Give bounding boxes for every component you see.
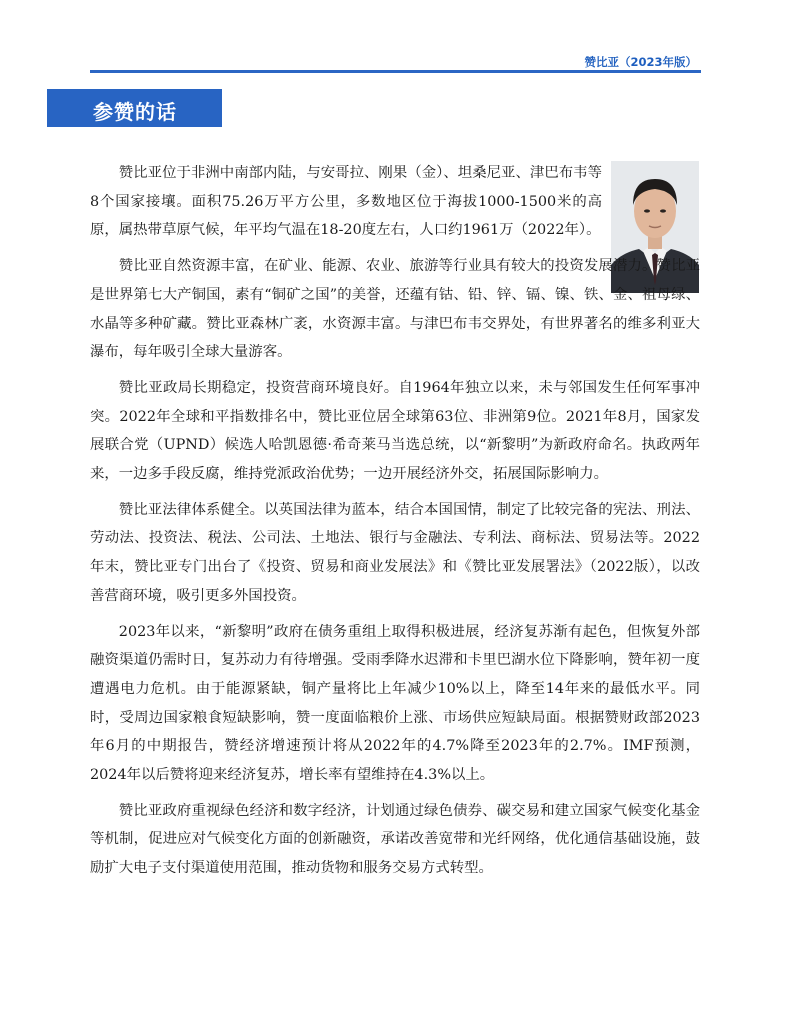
header-rule	[90, 70, 701, 73]
article-body	[90, 159, 700, 890]
running-header: 赞比亚（2023年版）	[584, 55, 697, 69]
paragraph: 赞比亚自然资源丰富，在矿业、能源、农业、旅游等行业具有较大的投资发展潜力。赞比亚是世界第七大产铜国，素有“铜矿之国”的美誉，还蕴有钴、铅、锌、镉、镍、铁、金、祖母绿、水晶等多种矿藏。赞比亚森林广袤，水资源丰富。与津巴布韦交界处，有世界著名的维多利亚大瀑布，每年吸引全球大量游客。	[90, 258, 700, 361]
paragraph: 赞比亚法律体系健全。以英国法律为蓝本，结合本国国情，制定了比较完备的宪法、刑法、劳动法、投资法、税法、公司法、土地法、银行与金融法、专利法、商标法、贸易法等。2022年末，赞比亚专门出台了《投资、贸易和商业发展法》和《赞比亚发展署法》（2022版），以改善营商环境，吸引更多外国投资。	[90, 501, 700, 604]
section-title-banner	[47, 89, 222, 127]
paragraph: 赞比亚位于非洲中南部内陆，与安哥拉、刚果（金）、坦桑尼亚、津巴布韦等8个国家接壤。面积75.26万平方公里，多数地区位于海拔1000-1500米的高原，属热带草原气候，年平均气温在18-20度左右，人口约1961万（2022年）。	[90, 165, 602, 239]
section-title: 参赞的话	[93, 100, 177, 124]
paragraph: 赞比亚政局长期稳定，投资营商环境良好。自1964年独立以来，未与邻国发生任何军事冲突。2022年全球和平指数排名中，赞比亚位居全球第63位、非洲第9位。2021年8月，国家发展联合党（UPND）候选人哈凯恩德·希奇莱马当选总统，以“新黎明”为新政府命名。执政两年来，一边多手段反腐，维持党派政治优势；一边开展经济外交，拓展国际影响力。	[90, 379, 700, 483]
paragraph: 赞比亚政府重视绿色经济和数字经济，计划通过绿色债券、碳交易和建立国家气候变化基金等机制，促进应对气候变化方面的创新融资，承诺改善宽带和光纤网络，优化通信基础设施，鼓励扩大电子支付渠道使用范围，推动货物和服务交易方式转型。	[90, 802, 700, 877]
paragraph: 2023年以来，“新黎明”政府在债务重组上取得积极进展，经济复苏渐有起色，但恢复外部融资渠道仍需时日，复苏动力有待增强。受雨季降水迟滞和卡里巴湖水位下降影响，赞年初一度遭遇电力危机。由于能源紧缺，铜产量将比上年减少10%以上，降至14年来的最低水平。同时，受周边国家粮食短缺影响，赞一度面临粮价上涨、市场供应短缺局面。根据赞财政部2023年6月的中期报告，赞经济增速预计将从2022年的4.7%降至2023年的2.7%。IMF预测，2024年以后赞将迎来经济复苏，增长率有望维持在4.3%以上。	[90, 623, 700, 784]
